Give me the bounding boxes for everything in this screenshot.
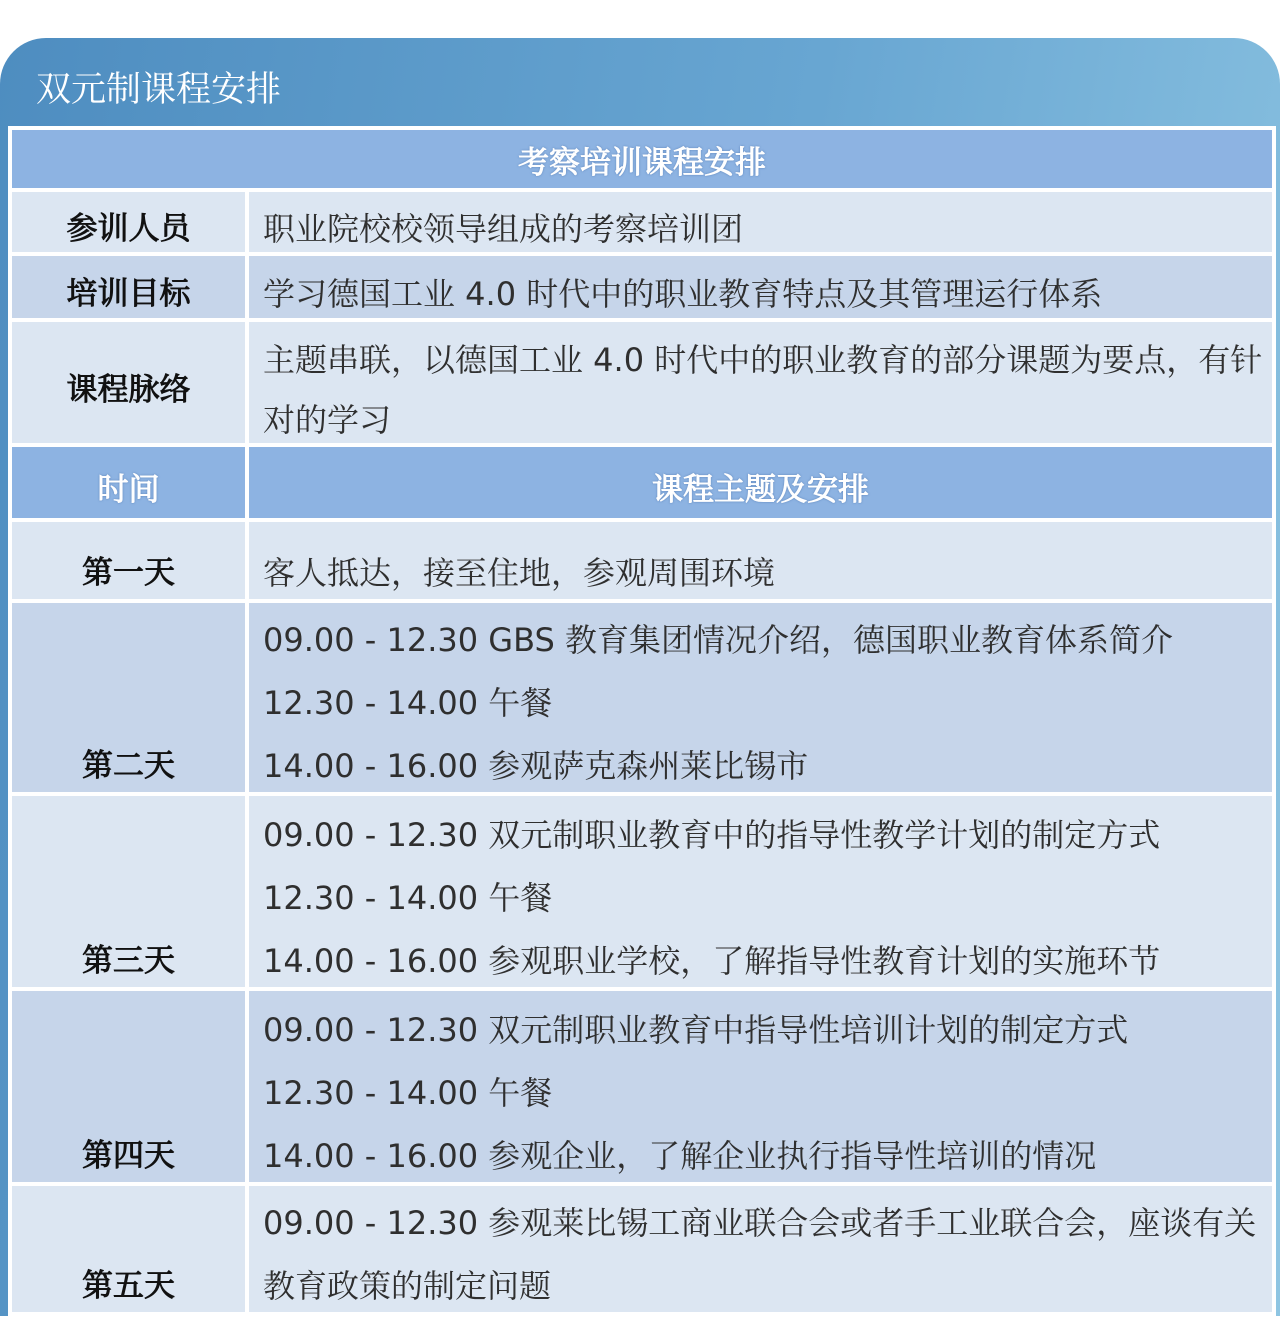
day-label: 第一天: [82, 555, 175, 591]
info-label: 课程脉络: [12, 322, 245, 443]
day-items: [263, 804, 1268, 987]
schedule-item: 09.00 - 12.30 GBS 教育集团情况介绍，德国职业教育体系简介: [263, 621, 1173, 659]
day-label-cell: [12, 603, 245, 792]
day-items: [263, 999, 1268, 1182]
schedule-item: 12.30 - 14.00 午餐: [263, 1074, 553, 1112]
schedule-row-day-4: [12, 991, 1272, 1182]
day-items-cell: [249, 796, 1272, 987]
day-label-cell: [12, 1186, 245, 1312]
schedule-row-day-2: [12, 603, 1272, 792]
schedule-item: 14.00 - 16.00 参观萨克森州莱比锡市: [263, 747, 809, 785]
schedule-item: 14.00 - 16.00 参观企业，了解企业执行指导性培训的情况: [263, 1137, 1097, 1175]
schedule-item: 12.30 - 14.00 午餐: [263, 879, 553, 917]
day-label-cell: [12, 991, 245, 1182]
day-label: 第二天: [82, 748, 175, 784]
banner-title: 双元制课程安排: [36, 70, 282, 110]
day-items-cell: [249, 522, 1272, 599]
schedule-row-day-1: [12, 522, 1272, 599]
schedule-item: 14.00 - 16.00 参观职业学校，了解指导性教育计划的实施环节: [263, 942, 1161, 980]
info-label: 培训目标: [12, 256, 245, 318]
info-row-participants: [12, 192, 1272, 252]
table-caption: 考察培训课程安排: [12, 130, 1272, 188]
day-label-cell: [12, 522, 245, 599]
schedule-item: 客人抵达，接至住地，参观周围环境: [263, 554, 776, 592]
day-label: 第四天: [82, 1138, 175, 1174]
day-label: 第五天: [82, 1268, 175, 1304]
schedule-header-time: 时间: [12, 447, 245, 518]
day-items: [263, 542, 1268, 599]
day-label: 第三天: [82, 943, 175, 979]
schedule-row-day-5: [12, 1186, 1272, 1312]
schedule-item: 09.00 - 12.30 双元制职业教育中的指导性教学计划的制定方式: [263, 816, 1161, 854]
day-items-cell: [249, 1186, 1272, 1312]
info-row-goal: [12, 256, 1272, 318]
schedule-item: 09.00 - 12.30 双元制职业教育中指导性培训计划的制定方式: [263, 1011, 1129, 1049]
info-value: 学习德国工业 4.0 时代中的职业教育特点及其管理运行体系: [249, 256, 1272, 318]
info-label: 参训人员: [12, 192, 245, 252]
day-items-cell: [249, 991, 1272, 1182]
schedule-header-row: [12, 447, 1272, 518]
table-caption-row: [12, 130, 1272, 188]
schedule-header-topic: 课程主题及安排: [249, 447, 1272, 518]
day-items: [263, 609, 1268, 792]
day-items-cell: [249, 603, 1272, 792]
info-value: 职业院校校领导组成的考察培训团: [249, 192, 1272, 252]
schedule-item: 12.30 - 14.00 午餐: [263, 684, 553, 722]
day-items: [263, 1192, 1268, 1312]
day-label-cell: [12, 796, 245, 987]
info-row-course-outline: [12, 322, 1272, 443]
schedule-row-day-3: [12, 796, 1272, 987]
course-schedule-table: [8, 126, 1276, 1316]
schedule-item: 09.00 - 12.30 参观莱比锡工商业联合会或者手工业联合会，座谈有关教育政策的制定问题: [263, 1204, 1257, 1305]
info-value: 主题串联，以德国工业 4.0 时代中的职业教育的部分课题为要点，有针对的学习: [249, 322, 1272, 443]
